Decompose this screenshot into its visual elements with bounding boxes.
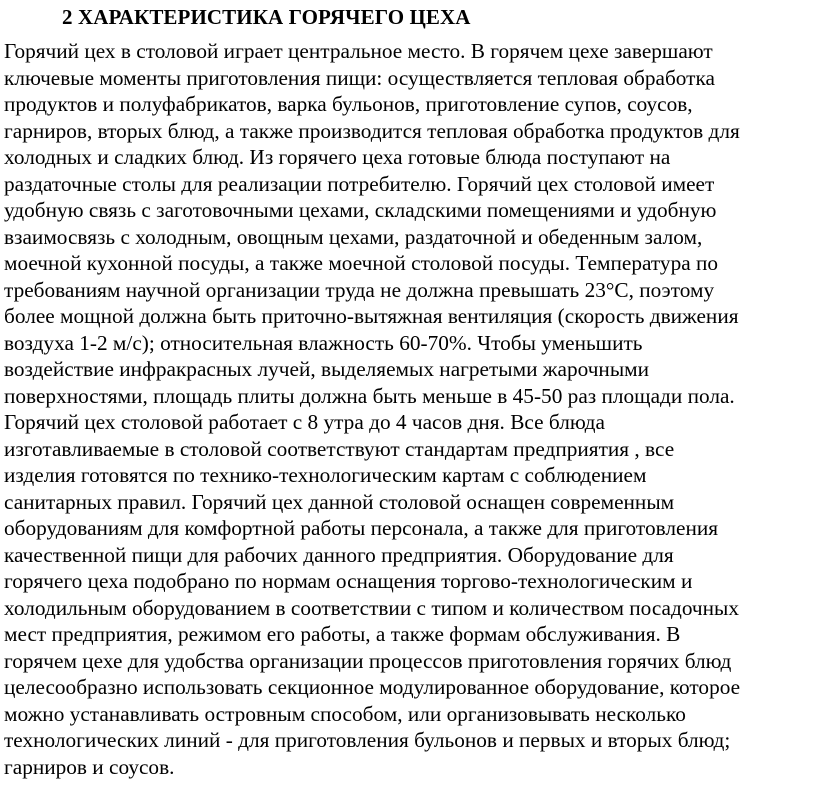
text-line: взаимосвязь с холодным, овощным цехами, раздаточной и обеденным залом,: [4, 224, 703, 249]
text-line: санитарных правил. Горячий цех данной столовой оснащен современным: [4, 489, 675, 514]
text-line: продуктов и полуфабрикатов, варка бульонов, приготовление супов, соусов,: [4, 92, 693, 116]
text-line: требованиям научной организации труда не должна превышать 23°С, поэтому: [4, 277, 715, 302]
text-line: мест предприятия, режимом его работы, а также формам обслуживания. В: [4, 622, 681, 646]
text-line: можно устанавливать островным способом, или организовывать несколько: [4, 701, 686, 726]
text-line: холодных и сладких блюд. Из горячего цеха готовые блюда поступают на: [4, 145, 671, 169]
text-line: горячем цехе для удобства организации процессов приготовления горячих блюд: [4, 648, 732, 673]
text-line: ключевые моменты приготовления пищи: осуществляется тепловая обработка: [4, 65, 715, 90]
text-line: горячего цеха подобрано по нормам оснащения торгово-технологическим и: [4, 569, 693, 593]
text-line: Горячий цех столовой работает с 8 утра до 4 часов дня. Все блюда: [4, 410, 605, 434]
body-paragraph: [4, 38, 816, 780]
text-line: раздаточные столы для реализации потребителю. Горячий цех столовой имеет: [4, 171, 715, 196]
text-line: поверхностями, площадь плиты должна быть меньше в 45-50 раз площади пола.: [4, 383, 735, 408]
text-line: воздействие инфракрасных лучей, выделяемых нагретыми жарочными: [4, 357, 650, 381]
text-line: моечной кухонной посуды, а также моечной столовой посуды. Температура по: [4, 251, 719, 275]
text-line: Горячий цех в столовой играет центральное место. В горячем цехе завершают: [4, 39, 713, 63]
text-line: оборудованиям для комфортной работы персонала, а также для приготовления: [4, 516, 719, 540]
text-line: качественной пищи для рабочих данного предприятия. Оборудование для: [4, 542, 674, 567]
text-line: изделия готовятся по технико-технологическим картам с соблюдением: [4, 463, 647, 487]
text-line: изготавливаемые в столовой соответствуют стандартам предприятия , все: [4, 436, 675, 461]
text-line: воздуха 1-2 м/с); относительная влажность 60-70%. Чтобы уменьшить: [4, 330, 643, 355]
text-line: удобную связь с заготовочными цехами, складскими помещениями и удобную: [4, 198, 717, 222]
text-line: более мощной должна быть приточно-вытяжная вентиляция (скорость движения: [4, 304, 739, 328]
section-heading: 2 ХАРАКТЕРИСТИКА ГОРЯЧЕГО ЦЕХА: [62, 5, 471, 29]
text-line: технологических линий - для приготовления бульонов и первых и вторых блюд;: [4, 728, 731, 752]
text-line: гарниров и соусов.: [4, 754, 175, 779]
text-line: гарниров, вторых блюд, а также производится тепловая обработка продуктов для: [4, 118, 740, 143]
text-line: холодильным оборудованием в соответствии с типом и количеством посадочных: [4, 595, 740, 620]
text-line: целесообразно использовать секционное модулированное оборудование, которое: [4, 675, 741, 699]
